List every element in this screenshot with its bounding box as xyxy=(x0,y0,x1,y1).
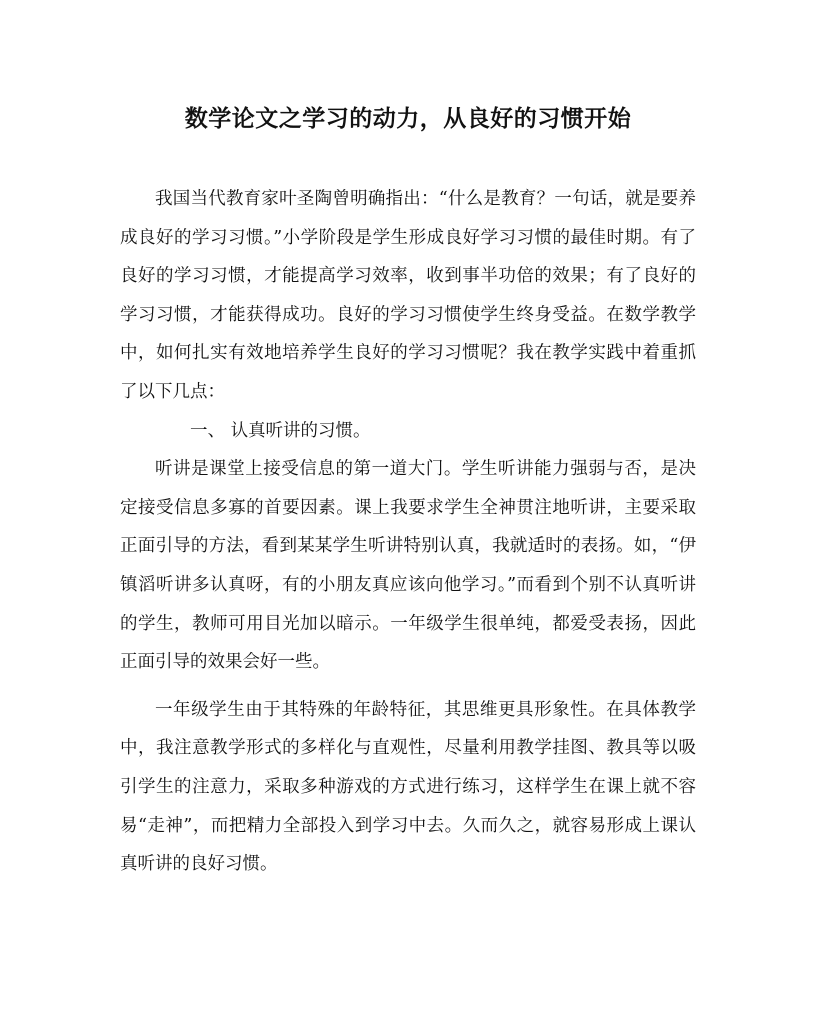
paragraph-listening: 听讲是课堂上接受信息的第一道大门。学生听讲能力强弱与否，是决定接受信息多寡的首要因素。课上我要求学生全神贯注地听讲，主要采取正面引导的方法，看到某某学生听讲特别认真，我就适时的表扬。如，“伊镇滔听讲多认真呀，有的小朋友真应该向他学习。”而看到个别不认真听讲的学生，教师可用目光加以暗示。一年级学生很单纯，都爱受表扬，因此正面引导的效果会好一些。 xyxy=(120,459,696,673)
paragraph-intro: 我国当代教育家叶圣陶曾明确指出：“什么是教育？一句话，就是要养成良好的学习习惯。”小学阶段是学生形成良好学习习惯的最佳时期。有了良好的学习习惯，才能提高学习效率，收到事半功倍的效果；有了良好的学习习惯，才能获得成功。良好的学习习惯使学生终身受益。在数学教学中，如何扎实有效地培养学生良好的学习习惯呢？我在教学实践中着重抓了以下几点： xyxy=(120,189,696,402)
document-body xyxy=(120,180,696,884)
section-heading: 一、 认真听讲的习惯。 xyxy=(190,420,371,441)
paragraph-first-grade: 一年级学生由于其特殊的年龄特征，其思维更具形象性。在具体教学中，我注意教学形式的多样化与直观性，尽量利用教学挂图、教具等以吸引学生的注意力，采取多种游戏的方式进行练习，这样学生在课上就不容易“走神”，而把精力全部投入到学习中去。久而久之，就容易形成上课认真听讲的良好习惯。 xyxy=(120,699,696,875)
document-title: 数学论文之学习的动力，从良好的习惯开始 xyxy=(184,105,632,132)
